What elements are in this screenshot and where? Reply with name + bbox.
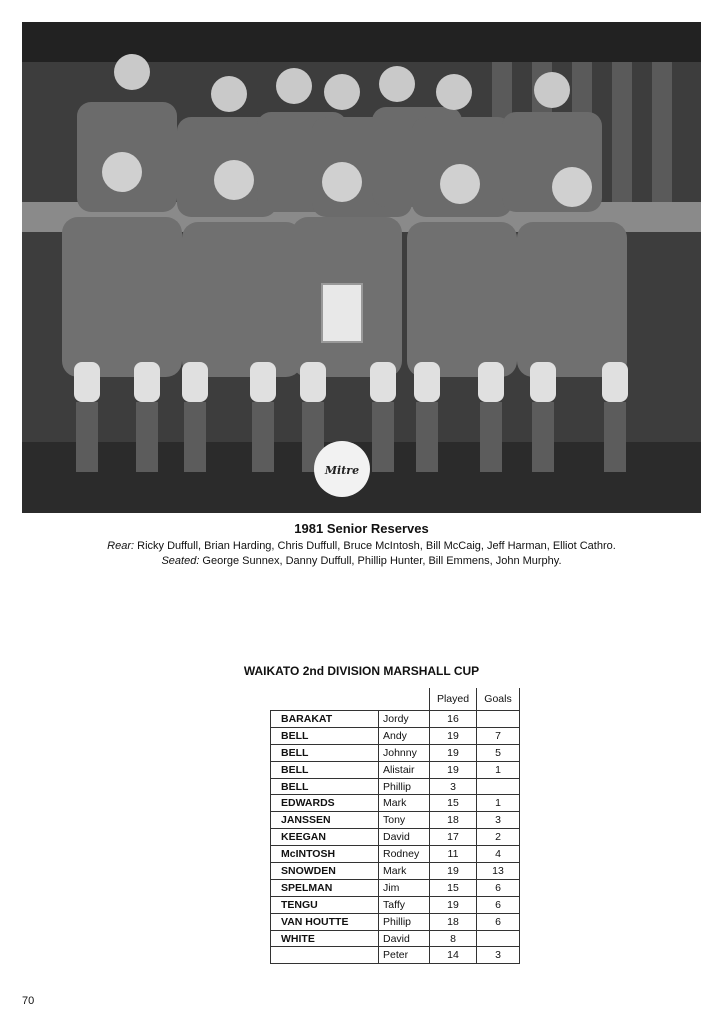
cell-first-name: Tony (379, 812, 430, 829)
cell-goals: 6 (477, 879, 520, 896)
cell-played: 19 (430, 863, 477, 880)
cell-played: 15 (430, 879, 477, 896)
cell-surname: BELL (271, 744, 379, 761)
cell-played: 3 (430, 778, 477, 795)
table-row (271, 930, 520, 947)
cell-surname: TENGU (271, 896, 379, 913)
cell-played: 19 (430, 761, 477, 778)
cell-played: 19 (430, 727, 477, 744)
caption-rear-line (0, 540, 723, 552)
cell-goals: 7 (477, 727, 520, 744)
table-row (271, 711, 520, 728)
cell-goals: 3 (477, 812, 520, 829)
cell-first-name: David (379, 829, 430, 846)
table-row (271, 812, 520, 829)
cell-played: 11 (430, 846, 477, 863)
cell-surname: BELL (271, 761, 379, 778)
header-goals: Goals (477, 688, 520, 711)
team-photo (22, 22, 701, 513)
cell-played: 17 (430, 829, 477, 846)
cell-surname: SNOWDEN (271, 863, 379, 880)
cell-surname: SPELMAN (271, 879, 379, 896)
table-row (271, 913, 520, 930)
cell-first-name: Phillip (379, 913, 430, 930)
table-row (271, 778, 520, 795)
table-title: WAIKATO 2nd DIVISION MARSHALL CUP (243, 664, 480, 678)
cell-played: 19 (430, 896, 477, 913)
table-row (271, 863, 520, 880)
caption-seated-names: George Sunnex, Danny Duffull, Phillip Hunter, Bill Emmens, John Murphy. (199, 555, 562, 567)
cell-surname (271, 947, 379, 964)
team-photo-illustration (22, 22, 701, 513)
cell-first-name: David (379, 930, 430, 947)
caption-seated-label: Seated: (161, 555, 200, 567)
cell-goals: 5 (477, 744, 520, 761)
cell-goals: 3 (477, 947, 520, 964)
table-row (271, 896, 520, 913)
cell-surname: McINTOSH (271, 846, 379, 863)
cell-first-name: Jordy (379, 711, 430, 728)
cell-first-name: Rodney (379, 846, 430, 863)
cell-surname: KEEGAN (271, 829, 379, 846)
table-row (271, 846, 520, 863)
cell-first-name: Jim (379, 879, 430, 896)
caption-rear-label: Rear: (107, 540, 135, 552)
cell-first-name: Mark (379, 863, 430, 880)
table-row (271, 727, 520, 744)
cell-goals (477, 711, 520, 728)
cell-played: 14 (430, 947, 477, 964)
cell-goals: 2 (477, 829, 520, 846)
cell-goals (477, 778, 520, 795)
caption-seated-line (0, 555, 723, 567)
cell-played: 18 (430, 913, 477, 930)
cell-first-name: Phillip (379, 778, 430, 795)
cell-surname: VAN HOUTTE (271, 913, 379, 930)
cell-goals: 13 (477, 863, 520, 880)
ball-brand-text: Mitre (324, 464, 360, 477)
page-number: 70 (22, 995, 35, 1007)
caption-rear-names: Ricky Duffull, Brian Harding, Chris Duffull, Bruce McIntosh, Bill McCaig, Jeff Harman, Elliot Cathro. (134, 540, 616, 552)
cell-played: 19 (430, 744, 477, 761)
table-header-row (271, 688, 520, 711)
cell-first-name: Alistair (379, 761, 430, 778)
table-row (271, 947, 520, 964)
cell-played: 15 (430, 795, 477, 812)
cell-first-name: Peter (379, 947, 430, 964)
cell-surname: WHITE (271, 930, 379, 947)
caption-title: 1981 Senior Reserves (294, 521, 429, 536)
table-row (271, 879, 520, 896)
cell-played: 8 (430, 930, 477, 947)
cell-goals (477, 930, 520, 947)
cell-surname: EDWARDS (271, 795, 379, 812)
cell-surname: BELL (271, 778, 379, 795)
cell-goals: 6 (477, 913, 520, 930)
cell-surname: JANSSEN (271, 812, 379, 829)
cell-goals: 6 (477, 896, 520, 913)
cell-goals: 1 (477, 761, 520, 778)
table-row (271, 795, 520, 812)
cell-played: 18 (430, 812, 477, 829)
cell-played: 16 (430, 711, 477, 728)
header-played: Played (430, 688, 477, 711)
cell-surname: BARAKAT (271, 711, 379, 728)
cell-goals: 1 (477, 795, 520, 812)
table-body (271, 711, 520, 964)
table-row (271, 744, 520, 761)
table-row (271, 829, 520, 846)
cell-surname: BELL (271, 727, 379, 744)
cell-first-name: Andy (379, 727, 430, 744)
cell-first-name: Mark (379, 795, 430, 812)
player-stats-table (270, 688, 520, 964)
cell-goals: 4 (477, 846, 520, 863)
cell-first-name: Taffy (379, 896, 430, 913)
table-row (271, 761, 520, 778)
cell-first-name: Johnny (379, 744, 430, 761)
